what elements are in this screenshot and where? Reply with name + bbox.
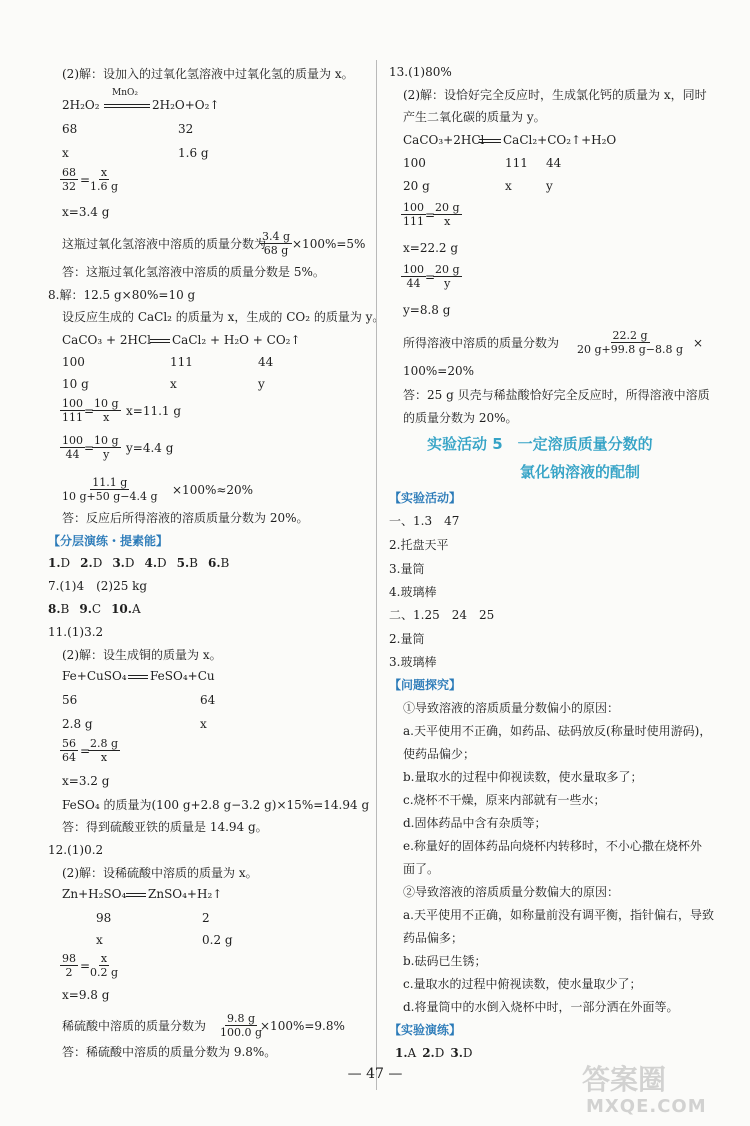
q12-mass-1a: 98: [96, 911, 112, 925]
q13-result-1: x=22.2 g: [403, 241, 459, 255]
answers-row-1: [48, 555, 239, 571]
q8-mass-2c: y: [258, 377, 265, 391]
header-experiment-practice: 【实验演练】: [389, 1023, 462, 1037]
q12-concentration-prefix: 稀硫酸中溶质的质量分数为: [62, 1019, 207, 1033]
q7-catalyst: MnO₂: [112, 88, 138, 98]
q13-equation-left: CaCO₃+2HCl: [403, 133, 485, 147]
answer-item: [177, 556, 198, 570]
q13-fraction-2-eq: =: [425, 270, 436, 284]
q7-reaction-arrow: [104, 104, 150, 108]
q11-answer: 答：得到硫酸亚铁的质量是 14.94 g。: [62, 820, 268, 834]
answer-number: 4.: [144, 556, 157, 570]
q12-mass-2a: x: [96, 933, 103, 947]
answer-value: D: [92, 556, 103, 570]
q8-fraction-1b: $\frac{10 g}{x}$: [94, 397, 119, 424]
q13-fraction-1a: $\frac{100}{111}$: [403, 201, 424, 228]
answer-item: [395, 1046, 416, 1060]
answer-value: C: [91, 602, 102, 616]
answer-value: D: [60, 556, 71, 570]
q13-fraction-1b: $\frac{20 g}{x}$: [435, 201, 460, 228]
q11-mass-2a: 2.8 g: [62, 717, 93, 731]
q11-equation-left: Fe+CuSO₄: [62, 669, 127, 683]
q8-mass-2b: x: [170, 377, 177, 391]
q7-equation-right: 2H₂O+O₂↑: [152, 98, 220, 112]
q13-result-2: y=8.8 g: [403, 303, 451, 317]
q8-fraction-3: $\frac{11.1 g}{10 g+50 g-4.4 g}$: [62, 476, 158, 503]
answer-number: 10.: [111, 602, 132, 616]
q8-mass-1b: 111: [170, 355, 193, 369]
q7-intro: (2)解：设加入的过氧化氢溶液中过氧化氢的质量为 x。: [62, 67, 354, 81]
q8-fraction-1-eq: =: [84, 404, 95, 418]
q13-mass-2a: 20 g: [403, 179, 430, 193]
q13-mass-1b: 111: [505, 156, 528, 170]
q12-fraction-b: $\frac{x}{0.2 g}$: [90, 952, 119, 979]
answer-value: A: [131, 602, 141, 616]
q12-part-1: 12.(1)0.2: [48, 843, 104, 857]
q13-answer-1: 答：25 g 贝壳与稀盐酸恰好完全反应时，所得溶液中溶质: [403, 388, 710, 402]
q8-fraction-2b: $\frac{10 g}{y}$: [94, 434, 119, 461]
q7-mass-1b: 32: [178, 122, 194, 136]
q13-concentration-cont: 100%=20%: [403, 364, 475, 378]
right-column: [375, 0, 750, 1126]
q12-mass-1b: 2: [202, 911, 210, 925]
q12-mass-2b: 0.2 g: [202, 933, 233, 947]
activity-line-6: 2.量筒: [389, 632, 425, 646]
explore-line-11: 药品偏多；: [403, 931, 464, 945]
watermark-domain: MXQE.COM: [586, 1096, 707, 1117]
q7-mass-2b: 1.6 g: [178, 146, 209, 160]
q8-mass-1a: 100: [62, 355, 85, 369]
answer-item: [422, 1046, 444, 1060]
answer-item: [208, 556, 229, 570]
answer-item: [48, 556, 70, 570]
activity-line-4: 4.玻璃棒: [389, 585, 437, 599]
explore-line-9: ②导致溶液的溶质质量分数偏大的原因：: [403, 885, 620, 899]
q12-answer: 答：稀硫酸中溶质的质量分数为 9.8%。: [62, 1045, 277, 1059]
q11-feso4-mass: FeSO₄ 的质量为(100 g+2.8 g−3.2 g)×15%=14.94 g: [62, 798, 370, 812]
q8-fraction-2a: $\frac{100}{44}$: [62, 434, 83, 461]
answer-item: [450, 1046, 472, 1060]
practice-answers: [395, 1045, 479, 1061]
activity-line-1: 一、1.3 47: [389, 514, 460, 528]
q12-fraction-a: $\frac{98}{2}$: [62, 952, 76, 979]
q8-fraction-1a: $\frac{100}{111}$: [62, 397, 83, 424]
q7-concentration-prefix: 这瓶过氧化氢溶液中溶质的质量分数为: [62, 237, 267, 251]
q7-answer: 答：这瓶过氧化氢溶液中溶质的质量分数是 5%。: [62, 265, 325, 279]
answer-number: 2.: [80, 556, 93, 570]
answer-value: D: [157, 556, 167, 570]
q13-mass-2c: y: [546, 179, 553, 193]
q13-part-2a: (2)解：设恰好完全反应时，生成氯化钙的质量为 x，同时: [403, 88, 707, 102]
q13-fraction-1-eq: =: [425, 208, 436, 222]
q13-equation-right: CaCl₂+CO₂↑+H₂O: [503, 133, 617, 147]
watermark-text: 答案圈: [582, 1063, 667, 1096]
q11-mass-1b: 64: [200, 693, 216, 707]
answer-number: 5.: [176, 556, 190, 570]
q8-line-1: 8.解：12.5 g×80%=10 g: [48, 288, 196, 302]
answer-value: B: [60, 602, 70, 616]
q13-answer-2: 的质量分数为 20%。: [403, 411, 518, 425]
q8-answer: 答：反应后所得溶液的溶质质量分数为 20%。: [62, 511, 309, 525]
explore-line-6: d.固体药品中含有杂质等；: [403, 816, 547, 830]
answers-row-3: [48, 601, 151, 617]
q13-fraction-2a: $\frac{100}{44}$: [403, 263, 424, 290]
answer-value: D: [434, 1046, 445, 1060]
q11-fraction-a: $\frac{56}{64}$: [62, 737, 76, 764]
q12-result: x=9.8 g: [62, 988, 110, 1002]
answer-item: [112, 556, 134, 570]
answer-value: D: [124, 556, 135, 570]
explore-line-4: b.量取水的过程中仰视读数，使水量取多了；: [403, 770, 643, 784]
header-problem-explore: 【问题探究】: [389, 678, 462, 692]
section-title-line-1: 实验活动 5 一定溶质质量分数的: [427, 435, 653, 453]
answer-number: 9.: [79, 602, 92, 616]
answer-value: B: [189, 556, 198, 570]
q8-equation-right: CaCl₂ + H₂O + CO₂↑: [172, 333, 301, 347]
answer-value: A: [407, 1046, 417, 1060]
answer-item: [79, 602, 101, 616]
q12-equation-right: ZnSO₄+H₂↑: [148, 887, 223, 901]
section-header-practice: 【分层演练・提素能】: [48, 534, 169, 548]
q11-reaction-arrow: [128, 675, 148, 679]
q8-fraction-2-eq: =: [84, 441, 95, 455]
q13-mass-1a: 100: [403, 156, 426, 170]
q13-mass-2b: x: [505, 179, 512, 193]
q11-mass-2b: x: [200, 717, 207, 731]
q12-fraction-eq: =: [80, 959, 91, 973]
answer-value: D: [462, 1046, 473, 1060]
q11-equation-right: FeSO₄+Cu: [150, 669, 215, 683]
explore-line-13: c.量取水的过程中俯视读数，使水量取少了；: [403, 977, 642, 991]
q8-reaction-arrow: [150, 339, 170, 343]
answer-item: [111, 602, 141, 616]
q7-equation-left: 2H₂O₂: [62, 98, 100, 112]
activity-line-5: 二、1.25 24 25: [389, 608, 495, 622]
q8-fraction-1-result: x=11.1 g: [126, 404, 182, 418]
answer-item: [144, 556, 166, 570]
answer-number: 6.: [207, 556, 221, 570]
explore-line-3: 使药品偏少；: [403, 747, 476, 761]
answer-number: 1.: [395, 1046, 408, 1060]
q12-reaction-arrow: [126, 893, 146, 897]
q7-fraction-b: $\frac{x}{1.6 g}$: [90, 166, 119, 193]
q7-mass-1a: 68: [62, 122, 78, 136]
activity-line-3: 3.量筒: [389, 562, 425, 576]
q7-mass-2a: x: [62, 146, 69, 160]
activity-line-7: 3.玻璃棒: [389, 655, 437, 669]
q11-fraction-b: $\frac{2.8 g}{x}$: [90, 737, 119, 764]
q8-fraction-2-result: y=4.4 g: [126, 441, 174, 455]
q13-part-2b: 产生二氧化碳的质量为 y。: [403, 110, 546, 124]
q12-equation-left: Zn+H₂SO₄: [62, 887, 127, 901]
q13-part-1: 13.(1)80%: [389, 65, 452, 79]
explore-line-10: a.天平使用不正确，如称量前没有调平衡，指针偏右，导致: [403, 908, 714, 922]
page-number: — 47 —: [347, 1066, 403, 1082]
q13-concentration-fraction: $\frac{22.2 g}{20 g+99.8 g-8.8 g}$: [577, 329, 684, 356]
answer-number: 1.: [48, 556, 61, 570]
q7-fraction-eq: =: [80, 173, 91, 187]
q8-line-2: 设反应生成的 CaCl₂ 的质量为 x，生成的 CO₂ 的质量为 y。: [62, 310, 385, 324]
q12-concentration-suffix: ×100%=9.8%: [260, 1019, 345, 1033]
q11-part-1: 11.(1)3.2: [48, 625, 104, 639]
answer-item: [48, 602, 69, 616]
q11-fraction-eq: =: [80, 744, 91, 758]
q8-mass-2a: 10 g: [62, 377, 89, 391]
q12-part-2: (2)解：设稀硫酸中溶质的质量为 x。: [62, 866, 258, 880]
q7-result: x=3.4 g: [62, 205, 110, 219]
explore-line-12: b.砝码已生锈；: [403, 954, 487, 968]
answer-item: [80, 556, 102, 570]
q8-equation-left: CaCO₃ + 2HCl: [62, 333, 151, 347]
q7-concentration-suffix: ×100%=5%: [292, 237, 366, 251]
answers-row-2: 7.(1)4 (2)25 kg: [48, 579, 148, 593]
answer-number: 3.: [450, 1046, 463, 1060]
explore-line-5: c.烧杯不干燥，原来内部就有一些水；: [403, 793, 606, 807]
explore-line-14: d.将量筒中的水倒入烧杯中时，一部分洒在外面等。: [403, 1000, 679, 1014]
activity-line-2: 2.托盘天平: [389, 538, 449, 552]
explore-line-1: ①导致溶液的溶质质量分数偏小的原因：: [403, 701, 620, 715]
q13-fraction-2b: $\frac{20 g}{y}$: [435, 263, 460, 290]
section-title-line-2: 氯化钠溶液的配制: [520, 463, 641, 481]
q8-fraction-3-suffix: ×100%≈20%: [172, 483, 254, 497]
q12-concentration-fraction: $\frac{9.8 g}{100.0 g}$: [220, 1012, 263, 1039]
answer-number: 8.: [48, 602, 61, 616]
q13-concentration-prefix: 所得溶液中溶质的质量分数为: [403, 336, 560, 350]
q7-fraction-a: $\frac{68}{32}$: [62, 166, 76, 193]
q11-result: x=3.2 g: [62, 774, 110, 788]
explore-line-7: e.称量好的固体药品向烧杯内转移时，不小心撒在烧杯外: [403, 839, 702, 853]
q11-part-2: (2)解：设生成铜的质量为 x。: [62, 648, 222, 662]
explore-line-8: 面了。: [403, 862, 440, 876]
q13-concentration-times: ×: [693, 336, 704, 350]
q11-mass-1a: 56: [62, 693, 78, 707]
explore-line-2: a.天平使用不正确，如药品、砝码放反(称量时使用游码)，: [403, 724, 712, 738]
q8-mass-1c: 44: [258, 355, 274, 369]
q13-mass-1c: 44: [546, 156, 562, 170]
q13-reaction-arrow: [479, 139, 501, 143]
answer-value: B: [220, 556, 230, 570]
header-experiment-activity: 【实验活动】: [389, 491, 462, 505]
q7-concentration-fraction: $\frac{3.4 g}{68 g}$: [262, 230, 291, 257]
watermark-logo: [576, 1058, 736, 1120]
answer-number: 2.: [422, 1046, 435, 1060]
answer-number: 3.: [112, 556, 125, 570]
